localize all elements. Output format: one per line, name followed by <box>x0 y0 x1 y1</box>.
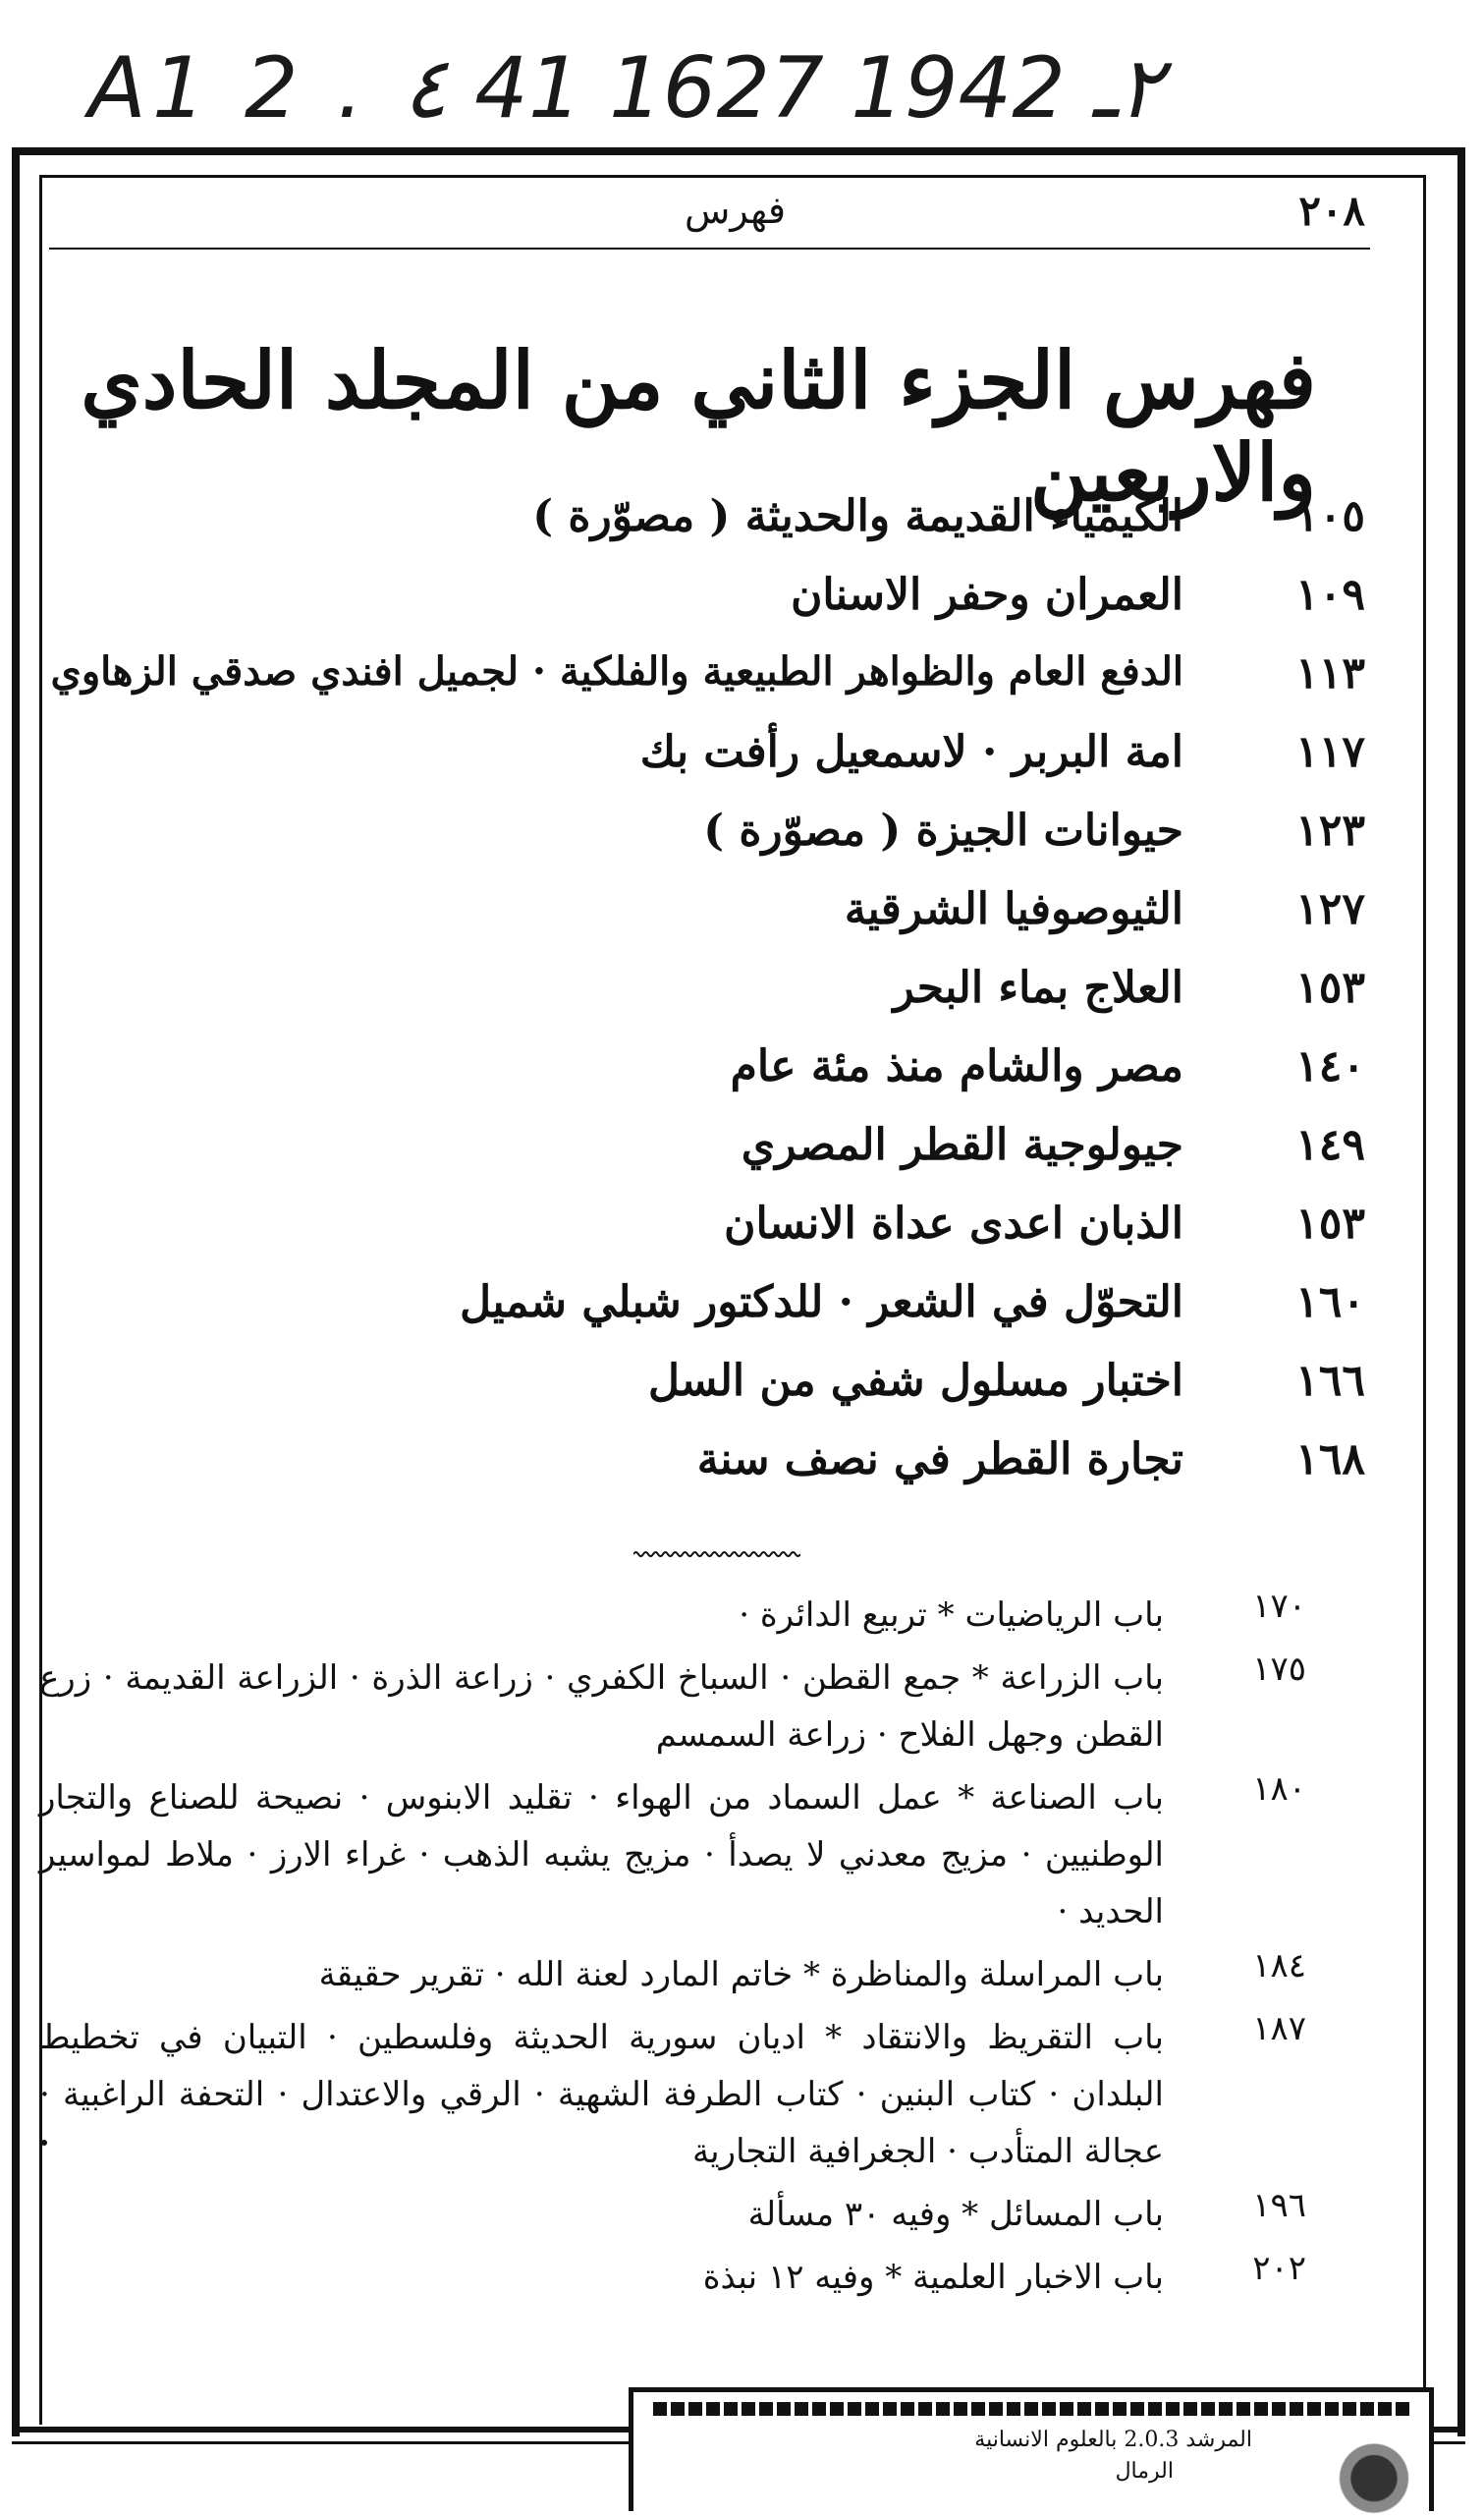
toc-page-number: ١٠٩ <box>1295 570 1365 620</box>
toc-page-number: ١١٧ <box>1295 727 1365 777</box>
toc-page-number: ١٠٥ <box>1295 491 1365 541</box>
section-page-number: ١٨٠ <box>1252 1769 1306 1809</box>
toc-title: حيوانات الجيزة ( مصوّرة ) <box>703 806 1183 856</box>
toc-row <box>59 806 1365 884</box>
section-text: باب المراسلة والمناظرة * خاتم المارد لعنة الله · تقرير حقيقة <box>318 1955 1164 1994</box>
toc-page-number: ١١٣ <box>1295 648 1365 699</box>
toc-page-number: ١٥٣ <box>1295 963 1365 1013</box>
toc-page-number: ١٤٠ <box>1295 1041 1365 1091</box>
section-text: باب الاخبار العلمية * وفيه ١٢ نبذة <box>702 2258 1164 2297</box>
toc-row <box>59 963 1365 1041</box>
toc-row <box>59 570 1365 648</box>
toc-row <box>59 1277 1365 1356</box>
section-page-number: ١٧٠ <box>1252 1587 1306 1626</box>
header-rule <box>49 248 1370 250</box>
running-title: فهرس <box>684 189 786 232</box>
toc-row <box>50 648 1365 727</box>
toc-title: الثيوصوفيا الشرقية <box>844 884 1183 934</box>
toc-page-number: ١٢٧ <box>1295 884 1365 934</box>
toc-page-number: ١٤٩ <box>1295 1120 1365 1170</box>
section-text: باب المسائل * وفيه ٣٠ مسألة <box>747 2195 1164 2234</box>
section-entry <box>39 1649 1306 1763</box>
section-entry <box>39 2249 1306 2306</box>
toc-row <box>59 727 1365 806</box>
stamp-emblem-icon <box>1325 2422 1423 2516</box>
section-entry <box>39 2186 1306 2243</box>
section-text: باب الزراعة * جمع القطن · السباخ الكفري · زراعة الذرة · الزراعة القديمة · زرع القطن وجهل الفلاح · زراعة السمسم <box>39 1658 1164 1755</box>
departments-list <box>39 1587 1306 2312</box>
section-page-number: ١٩٦ <box>1252 2186 1306 2225</box>
toc-page-number: ١٦٠ <box>1295 1277 1365 1327</box>
toc-title: الكيمياء القديمة والحديثة ( مصوّرة ) <box>532 491 1183 541</box>
section-entry <box>39 1769 1306 1940</box>
toc-page-number: ١٦٨ <box>1295 1434 1365 1484</box>
page-title: فهرس الجزء الثاني من المجلد الحادي والاربعين <box>81 334 1316 519</box>
section-text: باب الصناعة * عمل السماد من الهواء · تقليد الابنوس · نصيحة للصناع والتجار الوطنيين · مزيج معدني لا يصدأ · مزيج يشبه الذهب · غراء الارز · ملاط لمواسير الحديد · <box>39 1778 1164 1931</box>
page-header <box>49 187 1365 246</box>
section-text: باب التقريظ والانتقاد * اديان سورية الحديثة وفلسطين · التبيان في تخطيط البلدان · كتاب البنين · كتاب الطرفة الشهية · الرقي والاعتدال · التحفة الراغبية · عجالة المتأدب · الجغرافية التجارية <box>39 2018 1164 2171</box>
toc-page-number: ١٦٦ <box>1295 1356 1365 1406</box>
toc-row <box>59 491 1365 570</box>
page-number: ٢٠٨ <box>1298 187 1365 235</box>
section-entry <box>39 1946 1306 2003</box>
section-page-number: ١٨٤ <box>1252 1946 1306 1985</box>
library-stamp <box>629 2387 1434 2511</box>
toc-row <box>59 1041 1365 1120</box>
toc-row <box>59 1434 1365 1513</box>
toc-title: جيولوجية القطر المصري <box>741 1120 1183 1170</box>
toc-page-number: ١٥٣ <box>1295 1199 1365 1249</box>
stamp-text-secondary: الرمال <box>1115 2459 1174 2484</box>
stamp-text: المرشد 2.0.3 بالعلوم الانسانية <box>974 2428 1252 2452</box>
table-of-contents <box>50 491 1365 1513</box>
toc-title: اختبار مسلول شفي من السل <box>647 1356 1183 1406</box>
archive-handwritten-mark: A1 2 . ٤ 41 ٢ـ 1942 1627 <box>88 39 1163 138</box>
toc-row <box>59 1356 1365 1434</box>
toc-title: امة البربر · لاسمعيل رأفت بك <box>639 727 1183 777</box>
toc-row <box>59 1120 1365 1199</box>
toc-title: التحوّل في الشعر · للدكتور شبلي شميل <box>460 1277 1183 1327</box>
toc-title: الدفع العام والظواهر الطبيعية والفلكية · لجميل افندي صدقي الزهاوي <box>50 648 1183 695</box>
toc-title: مصر والشام منذ مئة عام <box>730 1041 1183 1091</box>
toc-title: العلاج بماء البحر <box>893 963 1183 1013</box>
toc-page-number: ١٢٣ <box>1295 806 1365 856</box>
section-page-number: ١٧٥ <box>1252 1649 1306 1689</box>
stamp-header-band <box>653 2402 1409 2416</box>
section-text: باب الرياضيات * تربيع الدائرة · <box>739 1595 1164 1635</box>
section-divider <box>633 1550 800 1558</box>
toc-title: تجارة القطر في نصف سنة <box>696 1434 1183 1484</box>
section-entry <box>39 1587 1306 1644</box>
section-page-number: ١٨٧ <box>1252 2009 1306 2048</box>
toc-row <box>59 1199 1365 1277</box>
section-page-number: ٢٠٢ <box>1252 2249 1306 2288</box>
toc-title: الذبان اعدى عداة الانسان <box>724 1199 1183 1249</box>
toc-title: العمران وحفر الاسنان <box>791 570 1183 620</box>
toc-row <box>59 884 1365 963</box>
section-entry <box>39 2009 1306 2180</box>
ink-speck <box>41 2140 47 2146</box>
